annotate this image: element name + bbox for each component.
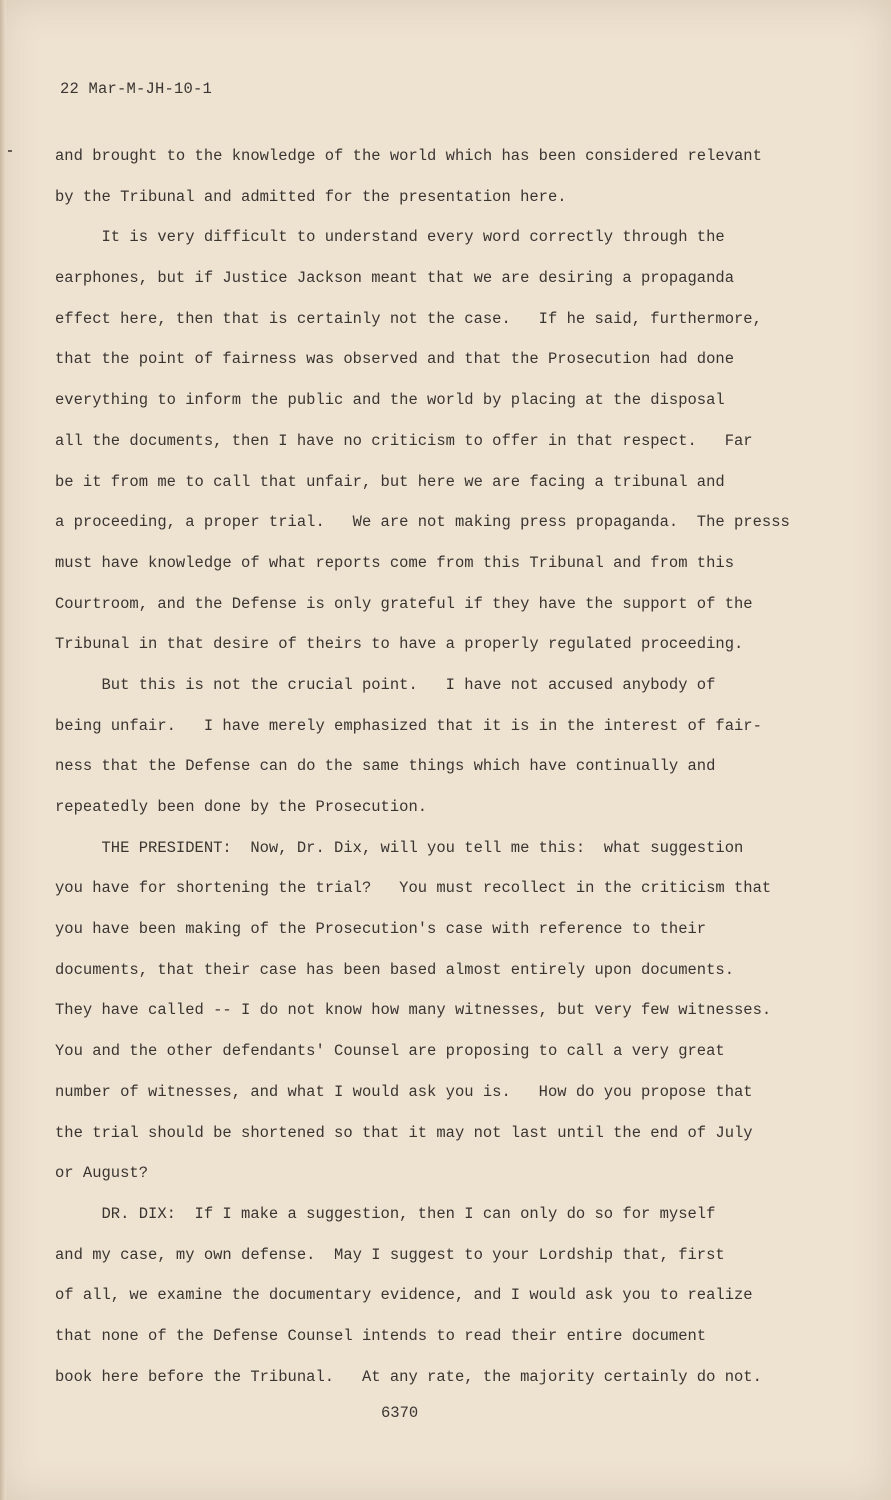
text-line: that the point of fairness was observed and that the Prosecution had done: [55, 350, 735, 369]
page-edge-shadow: [0, 0, 6, 1500]
text-line: being unfair. I have merely emphasized that it is in the interest of fair-: [55, 716, 762, 735]
text-line: you have for shortening the trial? You must recollect in the criticism that: [55, 879, 772, 898]
text-line: and my case, my own defense. May I suggest to your Lordship that, first: [55, 1245, 725, 1264]
text-line: number of witnesses, and what I would ask you is. How do you propose that: [55, 1082, 753, 1101]
text-line: earphones, but if Justice Jackson meant that we are desiring a propaganda: [55, 269, 735, 288]
transcript-body: [55, 136, 835, 1397]
text-line: You and the other defendants' Counsel are proposing to call a very great: [55, 1042, 725, 1061]
text-line: DR. DIX: If I make a suggestion, then I can only do so for myself: [55, 1204, 716, 1223]
margin-tick-mark: [8, 150, 12, 152]
text-line: Tribunal in that desire of theirs to have a properly regulated proceeding.: [55, 635, 744, 654]
text-line: or August?: [55, 1164, 149, 1183]
text-line: repeatedly been done by the Prosecution.: [55, 798, 428, 816]
page-reference-header: 22 Mar-M-JH-10-1: [60, 80, 213, 98]
text-line: and brought to the knowledge of the world which has been considered relevant: [55, 147, 762, 165]
text-line: the trial should be shortened so that it may not last until the end of July: [55, 1123, 753, 1142]
text-line: everything to inform the public and the world by placing at the disposal: [55, 391, 725, 410]
text-line: book here before the Tribunal. At any rate, the majority certainly do not.: [55, 1367, 762, 1386]
text-line: by the Tribunal and admitted for the presentation here.: [55, 187, 567, 206]
text-line: be it from me to call that unfair, but here we are facing a tribunal and: [55, 472, 725, 491]
text-line: ness that the Defense can do the same things which have continually and: [55, 757, 716, 776]
text-line: THE PRESIDENT: Now, Dr. Dix, will you tell me this: what suggestion: [55, 838, 744, 857]
text-line: you have been making of the Prosecution's case with reference to their: [55, 920, 707, 939]
text-line: must have knowledge of what reports come from this Tribunal and from this: [55, 553, 735, 572]
text-line: documents, that their case has been based almost entirely upon documents.: [55, 960, 735, 979]
text-line: a proceeding, a proper trial. We are not making press propaganda. The presss: [55, 513, 790, 532]
text-line: But this is not the crucial point. I have not accused anybody of: [55, 675, 716, 694]
page-number: 6370: [381, 1404, 419, 1422]
text-line: all the documents, then I have no criticism to offer in that respect. Far: [55, 431, 753, 450]
text-line: effect here, then that is certainly not the case. If he said, furthermore,: [55, 309, 762, 328]
text-line: of all, we examine the documentary evidence, and I would ask you to realize: [55, 1286, 753, 1305]
text-line: It is very difficult to understand every word correctly through the: [55, 228, 725, 247]
text-line: They have called -- I do not know how many witnesses, but very few witnesses.: [55, 1001, 772, 1020]
text-line: Courtroom, and the Defense is only grateful if they have the support of the: [55, 594, 753, 613]
text-line: that none of the Defense Counsel intends to read their entire document: [55, 1326, 707, 1345]
